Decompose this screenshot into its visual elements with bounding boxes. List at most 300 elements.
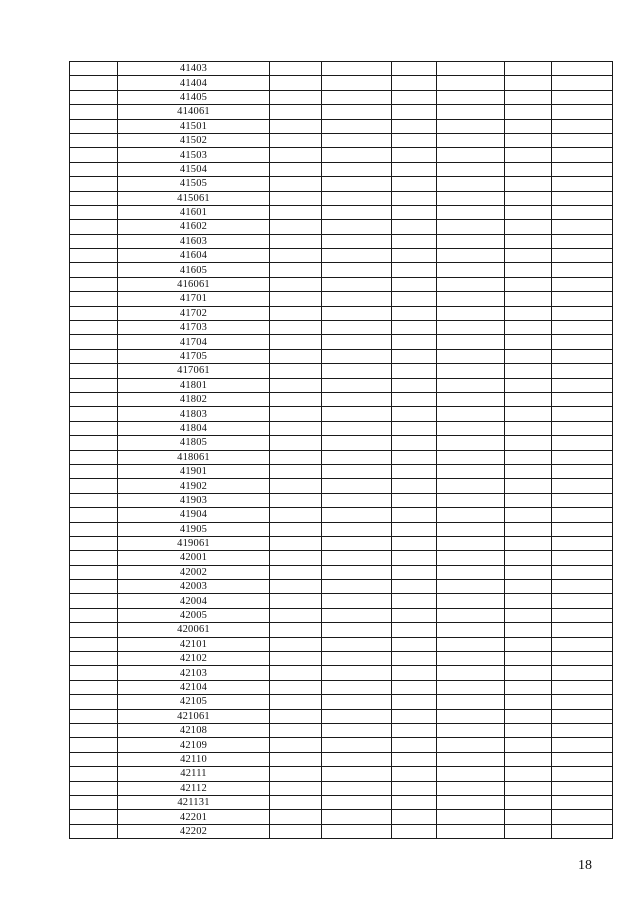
code-cell: 42101 [118,637,270,651]
empty-cell [70,508,118,522]
empty-cell [552,421,613,435]
empty-cell [552,795,613,809]
empty-cell [392,306,437,320]
empty-cell [70,767,118,781]
empty-cell [70,666,118,680]
empty-cell [392,407,437,421]
empty-cell [552,76,613,90]
empty-cell [552,464,613,478]
empty-cell [270,464,322,478]
table-row [70,493,613,507]
code-cell: 41801 [118,378,270,392]
table-row [70,335,613,349]
empty-cell [70,205,118,219]
empty-cell [70,191,118,205]
empty-cell [322,666,392,680]
empty-cell [437,234,505,248]
table-row [70,709,613,723]
code-cell: 41904 [118,508,270,522]
empty-cell [70,76,118,90]
empty-cell [552,493,613,507]
empty-cell [70,349,118,363]
empty-cell [392,62,437,76]
empty-cell [270,652,322,666]
empty-cell [392,795,437,809]
table-row [70,263,613,277]
empty-cell [437,608,505,622]
empty-cell [270,349,322,363]
empty-cell [505,680,552,694]
table-row [70,637,613,651]
empty-cell [552,652,613,666]
code-cell: 41805 [118,436,270,450]
empty-cell [322,292,392,306]
empty-cell [437,493,505,507]
empty-cell [70,421,118,435]
empty-cell [505,349,552,363]
empty-cell [392,349,437,363]
code-cell: 42112 [118,781,270,795]
empty-cell [392,752,437,766]
empty-cell [505,565,552,579]
table-row [70,752,613,766]
empty-cell [552,536,613,550]
empty-cell [270,810,322,824]
empty-cell [70,277,118,291]
table-row [70,321,613,335]
empty-cell [505,522,552,536]
empty-cell [437,464,505,478]
empty-cell [392,464,437,478]
empty-cell [552,608,613,622]
code-cell: 42104 [118,680,270,694]
empty-cell [392,436,437,450]
empty-cell [270,62,322,76]
empty-cell [552,522,613,536]
empty-cell [505,277,552,291]
empty-cell [392,824,437,838]
empty-cell [70,220,118,234]
table-row [70,522,613,536]
table-row [70,148,613,162]
empty-cell [437,723,505,737]
empty-cell [505,580,552,594]
empty-cell [322,522,392,536]
empty-cell [505,162,552,176]
empty-cell [70,594,118,608]
empty-cell [270,421,322,435]
empty-cell [505,723,552,737]
empty-cell [392,723,437,737]
table-row [70,306,613,320]
empty-cell [552,263,613,277]
empty-cell [552,709,613,723]
empty-cell [392,508,437,522]
empty-cell [270,148,322,162]
table-row [70,536,613,550]
table-row [70,551,613,565]
empty-cell [552,407,613,421]
empty-cell [437,133,505,147]
empty-cell [552,723,613,737]
code-cell: 41503 [118,148,270,162]
empty-cell [505,263,552,277]
code-cell: 418061 [118,450,270,464]
empty-cell [70,306,118,320]
empty-cell [505,205,552,219]
table-row [70,162,613,176]
empty-cell [505,191,552,205]
empty-cell [392,594,437,608]
code-cell: 41803 [118,407,270,421]
empty-cell [552,133,613,147]
empty-cell [322,378,392,392]
empty-cell [437,76,505,90]
empty-cell [70,378,118,392]
empty-cell [392,133,437,147]
table-row [70,62,613,76]
empty-cell [437,62,505,76]
empty-cell [322,637,392,651]
empty-cell [322,738,392,752]
table-row [70,205,613,219]
empty-cell [437,392,505,406]
table-row [70,464,613,478]
empty-cell [322,335,392,349]
empty-cell [270,335,322,349]
empty-cell [505,407,552,421]
empty-cell [552,321,613,335]
table-row [70,277,613,291]
empty-cell [270,292,322,306]
empty-cell [505,752,552,766]
empty-cell [505,148,552,162]
empty-cell [322,148,392,162]
empty-cell [70,608,118,622]
empty-cell [70,580,118,594]
empty-cell [70,90,118,104]
empty-cell [437,824,505,838]
empty-cell [270,234,322,248]
empty-cell [270,522,322,536]
empty-cell [437,522,505,536]
code-cell: 42003 [118,580,270,594]
empty-cell [70,263,118,277]
empty-cell [322,234,392,248]
empty-cell [270,565,322,579]
empty-cell [437,695,505,709]
empty-cell [392,623,437,637]
empty-cell [270,436,322,450]
empty-cell [322,407,392,421]
empty-cell [552,205,613,219]
empty-cell [270,738,322,752]
code-cell: 41804 [118,421,270,435]
empty-cell [552,508,613,522]
empty-cell [392,321,437,335]
empty-cell [437,580,505,594]
empty-cell [437,738,505,752]
empty-cell [505,249,552,263]
empty-cell [270,277,322,291]
empty-cell [322,76,392,90]
empty-cell [392,493,437,507]
empty-cell [322,392,392,406]
empty-cell [437,335,505,349]
empty-cell [270,709,322,723]
code-cell: 41405 [118,90,270,104]
empty-cell [552,680,613,694]
empty-cell [505,292,552,306]
code-cell: 416061 [118,277,270,291]
empty-cell [322,349,392,363]
empty-cell [270,508,322,522]
empty-cell [392,335,437,349]
table-row [70,119,613,133]
empty-cell [322,493,392,507]
code-cell: 41802 [118,392,270,406]
empty-cell [322,695,392,709]
empty-cell [270,666,322,680]
empty-cell [322,709,392,723]
empty-cell [437,421,505,435]
code-cell: 42001 [118,551,270,565]
code-cell: 421061 [118,709,270,723]
page-number: 18 [578,858,592,873]
code-cell: 42102 [118,652,270,666]
empty-cell [505,652,552,666]
code-cell: 42005 [118,608,270,622]
empty-cell [322,565,392,579]
empty-cell [437,652,505,666]
empty-cell [437,637,505,651]
empty-cell [392,263,437,277]
code-cell: 42111 [118,767,270,781]
table-row [70,608,613,622]
code-cell: 41902 [118,479,270,493]
table-row [70,738,613,752]
table-row [70,810,613,824]
table-row [70,580,613,594]
empty-cell [437,594,505,608]
empty-cell [70,407,118,421]
empty-cell [392,767,437,781]
empty-cell [437,220,505,234]
empty-cell [322,824,392,838]
empty-cell [437,191,505,205]
empty-cell [322,421,392,435]
code-cell: 41605 [118,263,270,277]
empty-cell [392,738,437,752]
empty-cell [552,62,613,76]
table-row [70,349,613,363]
empty-cell [270,407,322,421]
empty-cell [70,637,118,651]
empty-cell [552,450,613,464]
empty-cell [322,652,392,666]
empty-cell [392,378,437,392]
empty-cell [505,608,552,622]
empty-cell [322,263,392,277]
empty-cell [437,508,505,522]
empty-cell [70,824,118,838]
empty-cell [552,105,613,119]
empty-cell [270,551,322,565]
code-cell: 41903 [118,493,270,507]
empty-cell [392,666,437,680]
table-row [70,234,613,248]
empty-cell [270,637,322,651]
empty-cell [270,220,322,234]
empty-cell [437,349,505,363]
empty-cell [70,335,118,349]
empty-cell [322,205,392,219]
empty-cell [505,321,552,335]
empty-cell [505,666,552,680]
empty-cell [505,493,552,507]
code-cell: 41602 [118,220,270,234]
code-cell: 421131 [118,795,270,809]
empty-cell [505,306,552,320]
empty-cell [505,392,552,406]
empty-cell [505,105,552,119]
code-cell: 41703 [118,321,270,335]
empty-cell [270,119,322,133]
empty-cell [70,364,118,378]
empty-cell [505,335,552,349]
empty-cell [322,508,392,522]
empty-cell [392,580,437,594]
empty-cell [505,450,552,464]
code-cell: 41601 [118,205,270,219]
empty-cell [70,795,118,809]
empty-cell [270,824,322,838]
empty-cell [437,306,505,320]
empty-cell [552,191,613,205]
empty-cell [505,709,552,723]
empty-cell [437,810,505,824]
table-row [70,364,613,378]
empty-cell [552,738,613,752]
empty-cell [552,810,613,824]
code-cell: 419061 [118,536,270,550]
empty-cell [392,76,437,90]
table-row [70,695,613,709]
empty-cell [70,249,118,263]
empty-cell [437,364,505,378]
table-row [70,594,613,608]
empty-cell [70,551,118,565]
empty-cell [505,133,552,147]
empty-cell [437,162,505,176]
code-cell: 41404 [118,76,270,90]
empty-cell [505,220,552,234]
empty-cell [505,738,552,752]
empty-cell [70,493,118,507]
empty-cell [437,536,505,550]
empty-cell [392,551,437,565]
empty-cell [392,162,437,176]
empty-cell [270,321,322,335]
empty-cell [437,767,505,781]
empty-cell [270,608,322,622]
empty-cell [505,364,552,378]
empty-cell [392,709,437,723]
empty-cell [70,709,118,723]
empty-cell [322,450,392,464]
empty-cell [437,321,505,335]
empty-cell [437,177,505,191]
empty-cell [505,119,552,133]
empty-cell [70,565,118,579]
code-cell: 417061 [118,364,270,378]
table-row [70,479,613,493]
table-row [70,90,613,104]
empty-cell [392,536,437,550]
empty-cell [392,277,437,291]
empty-cell [437,90,505,104]
empty-cell [552,580,613,594]
empty-cell [270,752,322,766]
code-cell: 41502 [118,133,270,147]
empty-cell [552,234,613,248]
empty-cell [322,364,392,378]
empty-cell [437,263,505,277]
empty-cell [392,105,437,119]
empty-cell [70,133,118,147]
code-cell: 41901 [118,464,270,478]
code-cell: 42109 [118,738,270,752]
empty-cell [322,623,392,637]
empty-cell [322,795,392,809]
empty-cell [270,767,322,781]
empty-cell [552,220,613,234]
empty-cell [270,493,322,507]
table-row [70,292,613,306]
empty-cell [392,608,437,622]
empty-cell [322,723,392,737]
empty-cell [322,594,392,608]
empty-cell [552,392,613,406]
empty-cell [70,119,118,133]
empty-cell [505,76,552,90]
empty-cell [270,450,322,464]
table-row [70,249,613,263]
empty-cell [392,220,437,234]
empty-cell [70,162,118,176]
empty-cell [70,234,118,248]
empty-cell [552,666,613,680]
table-row [70,623,613,637]
empty-cell [270,90,322,104]
empty-cell [322,133,392,147]
empty-cell [392,522,437,536]
empty-cell [70,623,118,637]
code-cell: 41604 [118,249,270,263]
empty-cell [70,781,118,795]
empty-cell [270,580,322,594]
empty-cell [70,392,118,406]
code-cell: 42103 [118,666,270,680]
empty-cell [270,364,322,378]
empty-cell [505,421,552,435]
empty-cell [437,292,505,306]
empty-cell [70,450,118,464]
code-cell: 415061 [118,191,270,205]
empty-cell [437,378,505,392]
code-cell: 42110 [118,752,270,766]
empty-cell [322,220,392,234]
